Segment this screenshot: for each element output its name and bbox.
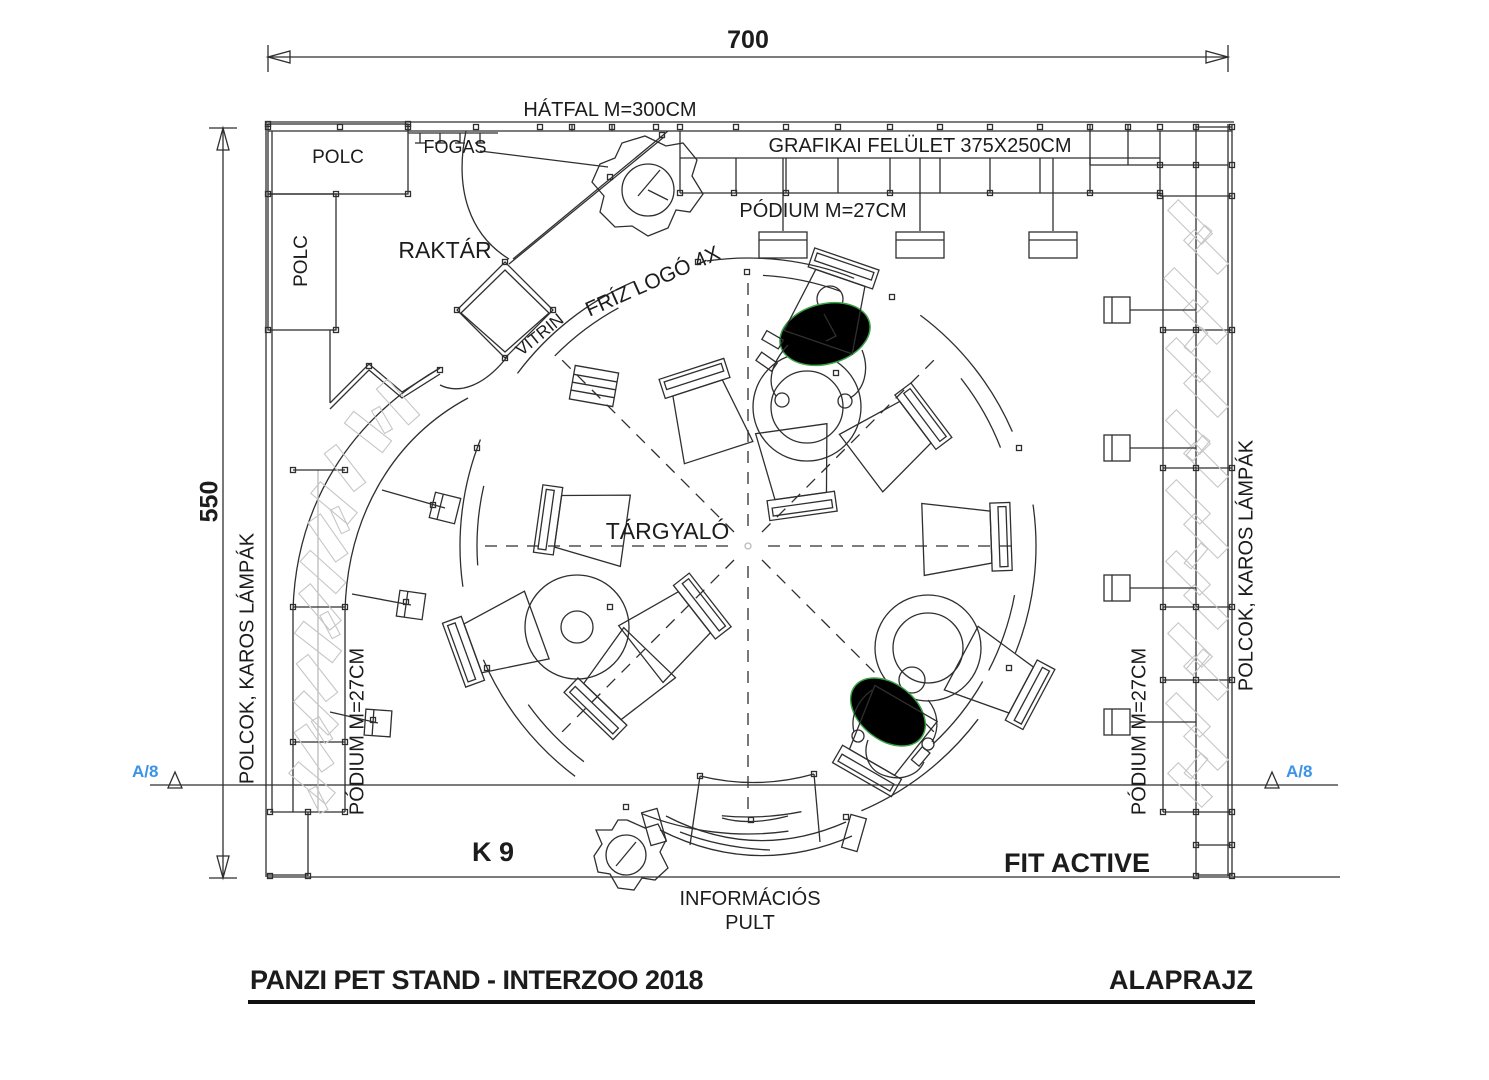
round-table-1	[525, 575, 629, 679]
fogas-label: FOGAS	[423, 137, 487, 157]
dim-height-label: 550	[195, 480, 224, 523]
shelf-item	[1184, 230, 1229, 275]
info-pult-label-line1: INFORMÁCIÓS	[679, 888, 821, 910]
k9-label: K 9	[471, 837, 515, 867]
podium-lamp	[896, 232, 944, 258]
shelf-item	[1184, 373, 1229, 418]
shelf-item	[1166, 693, 1211, 738]
drawing-subtitle: ALAPRAJZ	[1108, 965, 1253, 995]
podium-lamp	[759, 232, 807, 258]
chair	[563, 628, 676, 741]
person-figure-standing	[756, 286, 877, 408]
connector-nodes	[266, 122, 1235, 879]
dim-width-label: 700	[727, 26, 769, 54]
chair	[442, 591, 549, 689]
podium-left-label: PÓDIUM M=27CM	[346, 647, 369, 816]
stool	[569, 365, 618, 406]
raktar-label: RAKTÁR	[398, 237, 492, 263]
chair	[657, 358, 753, 464]
section-left-label: A/8	[132, 762, 159, 781]
chair	[944, 626, 1056, 731]
polcok-right-label: POLCOK, KAROS LÁMPÁK	[1235, 439, 1258, 692]
friz-logo-label: FRÍZ LOGÓ 4X	[582, 241, 724, 322]
polc-1-label: POLC	[312, 147, 364, 168]
shelf-item	[1166, 338, 1211, 383]
hatfal-label: HÁTFAL M=300CM	[523, 99, 697, 121]
shelf-item	[330, 506, 349, 533]
shelf-item	[1184, 726, 1229, 771]
plant-info-counter	[594, 820, 668, 890]
arm-lamp	[1104, 575, 1130, 601]
arm-lamp	[1104, 709, 1130, 735]
vitrin-label: VITRIN	[512, 309, 568, 360]
fit-active-label: FIT ACTIVE	[1004, 848, 1150, 878]
shelf-stock-items	[289, 200, 1228, 814]
polc-2-label: POLC	[291, 235, 312, 287]
drawing-title: PANZI PET STAND - INTERZOO 2018	[250, 965, 704, 995]
polcok-left-label: POLCOK, KAROS LÁMPÁK	[236, 532, 259, 785]
arm-lamp	[1104, 297, 1130, 323]
podium-right-label: PÓDIUM M=27CM	[1128, 647, 1151, 816]
title-underline	[248, 1000, 1255, 1004]
fogas-leader-line	[480, 151, 608, 167]
shelf-item	[1166, 480, 1211, 525]
shelf-item	[1164, 268, 1209, 313]
chair	[756, 424, 840, 521]
shelf-item	[311, 717, 332, 744]
section-line	[150, 772, 1338, 788]
targyalo-label: TÁRGYALÓ	[605, 518, 730, 544]
shelf-item	[1183, 300, 1228, 345]
shelf-item	[344, 411, 391, 452]
section-right-label: A/8	[1286, 762, 1313, 781]
arm-lamp	[1104, 435, 1130, 461]
info-counter	[642, 774, 867, 856]
grafikai-label: GRAFIKAI FELÜLET 375X250CM	[768, 135, 1072, 157]
shelf-item	[372, 406, 393, 433]
walls	[266, 122, 1234, 877]
info-pult-label-line2: PULT	[725, 912, 775, 934]
chair	[619, 572, 733, 683]
podium-top-label: PÓDIUM M=27CM	[739, 200, 907, 222]
chair	[922, 500, 1012, 575]
podium-lamp	[1029, 232, 1077, 258]
shelf-item	[308, 514, 348, 562]
